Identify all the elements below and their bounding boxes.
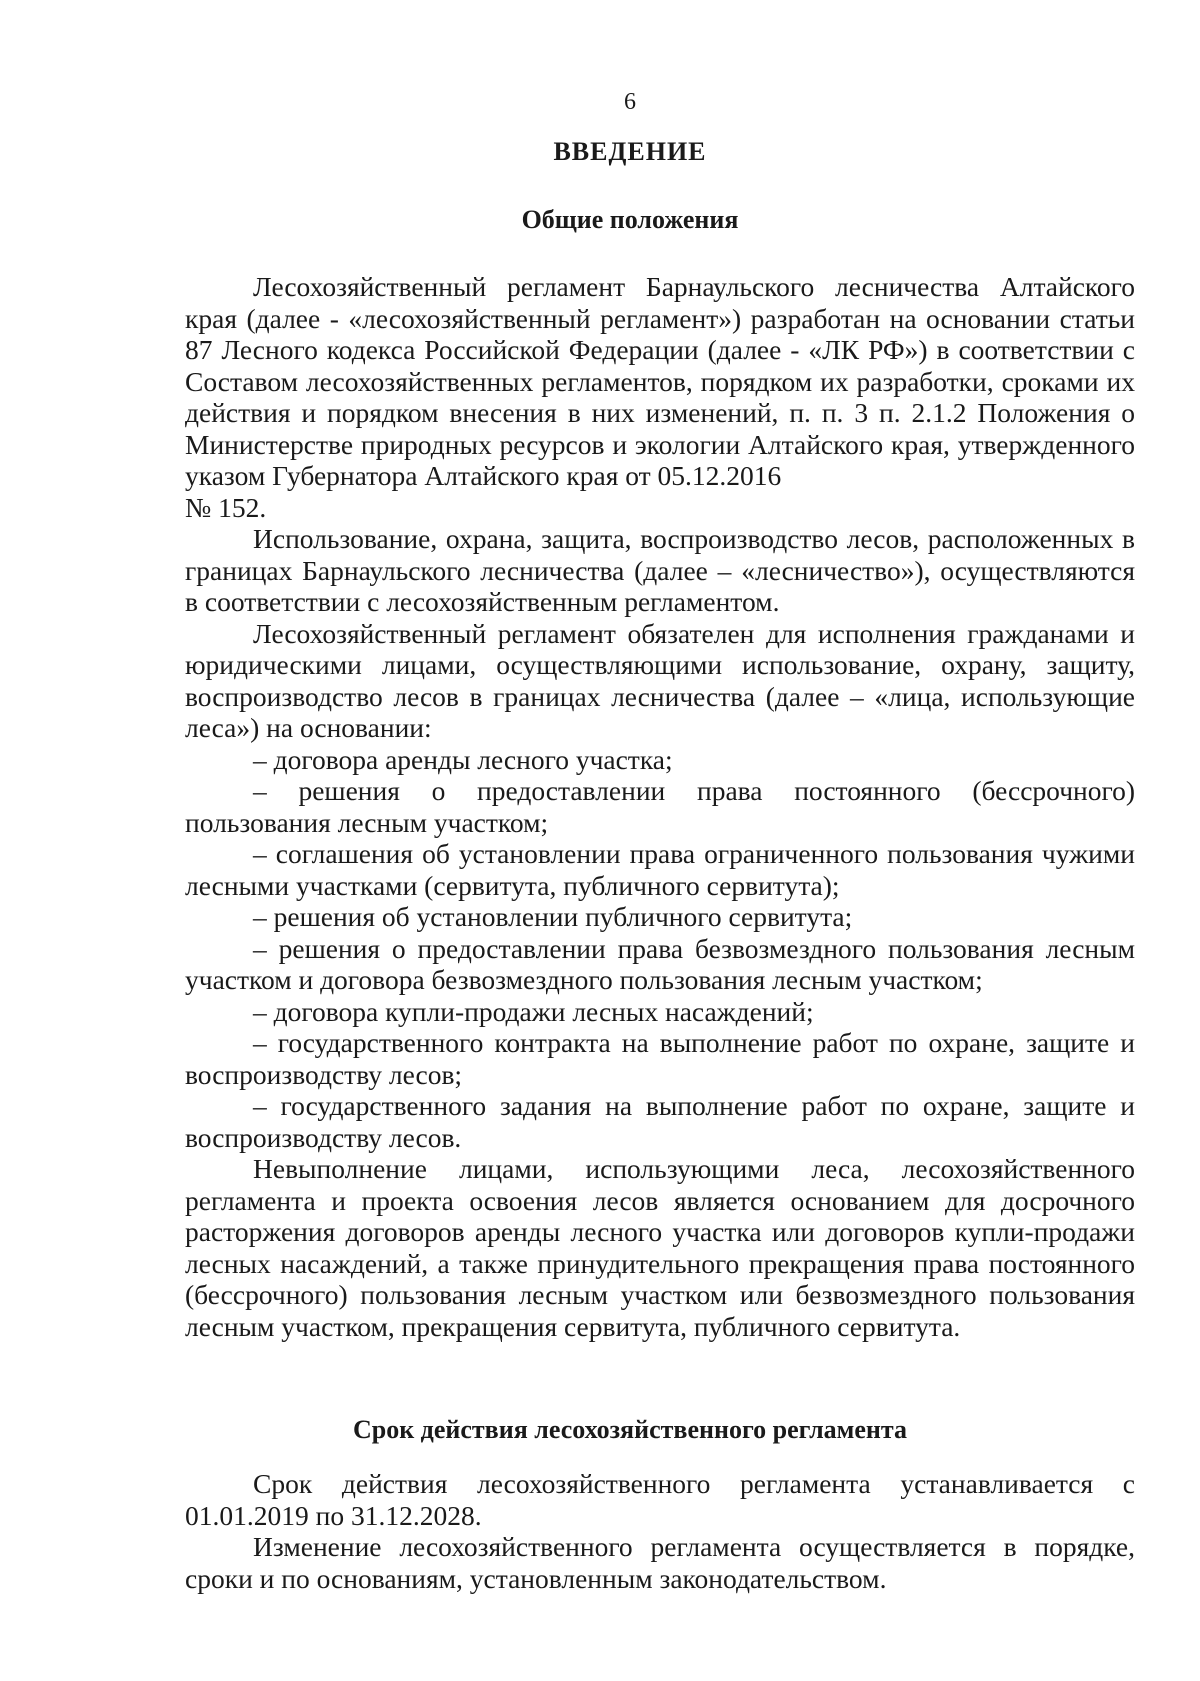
list-item: – государственного контракта на выполнение работ по охране, защите и воспроизводству лесов; [185, 1027, 1135, 1090]
paragraph-term-period: Срок действия лесохозяйственного регламента устанавливается с 01.01.2019 по 31.12.2028. [185, 1468, 1135, 1531]
list-item: – решения об установлении публичного сервитута; [253, 901, 853, 932]
list-item: – государственного задания на выполнение работ по охране, защите и воспроизводству лесов. [185, 1090, 1135, 1153]
list-item: – соглашения об установлении права ограниченного пользования чужими лесными участками (сервитута, публичного сервитута); [185, 838, 1135, 901]
list-item: – договора купли-продажи лесных насаждений; [253, 995, 814, 1027]
paragraph-obligation: Лесохозяйственный регламент обязателен для исполнения гражданами и юридическими лицами, осуществляющими использование, охрану, защиту, воспроизводство лесов в границах лесничества (далее – «лица, использующие леса») на основании: [185, 617, 1135, 743]
paragraph-decree-number: № 152. [185, 491, 267, 523]
page-number: 6 [624, 89, 636, 115]
paragraph-non-compliance: Невыполнение лицами, использующими леса, лесохозяйственного регламента и проекта освоения лесов является основанием для досрочного расторжения договоров аренды лесного участка или договоров купли-продажи лесных насаждений, а также принудительного прекращения права постоянного (бессрочного) пользования лесным участком или безвозмездного пользования лесным участком, прекращения сервитута, публичного сервитута. [185, 1153, 1135, 1342]
list-item: – договора аренды лесного участка; [253, 743, 673, 775]
section-heading-general: Общие положения [521, 205, 739, 234]
paragraph-term-change: Изменение лесохозяйственного регламента осуществляется в порядке, сроки и по основаниям, установленным законодательством. [185, 1531, 1135, 1594]
list-item: – решения о предоставлении права безвозмездного пользования лесным участком и договора безвозмездного пользования лесным участком; [185, 932, 1135, 995]
section-heading-term: Срок действия лесохозяйственного регламента [352, 1415, 908, 1444]
document-title: ВВЕДЕНИЕ [553, 137, 707, 166]
section-body-general [185, 271, 1135, 1342]
paragraph-intro: Лесохозяйственный регламент Барнаульского лесничества Алтайского края (далее - «лесохозяйственный регламент») разработан на основании статьи 87 Лесного кодекса Российской Федерации (далее - «ЛК РФ») в соответствии с Составом лесохозяйственных регламентов, порядком их разработки, сроками их действия и порядком внесения в них изменений, п. п. 3 п. 2.1.2 Положения о Министерстве природных ресурсов и экологии Алтайского края, утвержденного указом Губернатора Алтайского края от 05.12.2016 [185, 271, 1135, 491]
list-item: – решения о предоставлении права постоянного (бессрочного) пользования лесным участком; [185, 775, 1135, 838]
paragraph-usage: Использование, охрана, защита, воспроизводство лесов, расположенных в границах Барнаульского лесничества (далее – «лесничество»), осуществляются в соответствии с лесохозяйственным регламентом. [185, 523, 1135, 617]
section-body-term [185, 1468, 1135, 1594]
